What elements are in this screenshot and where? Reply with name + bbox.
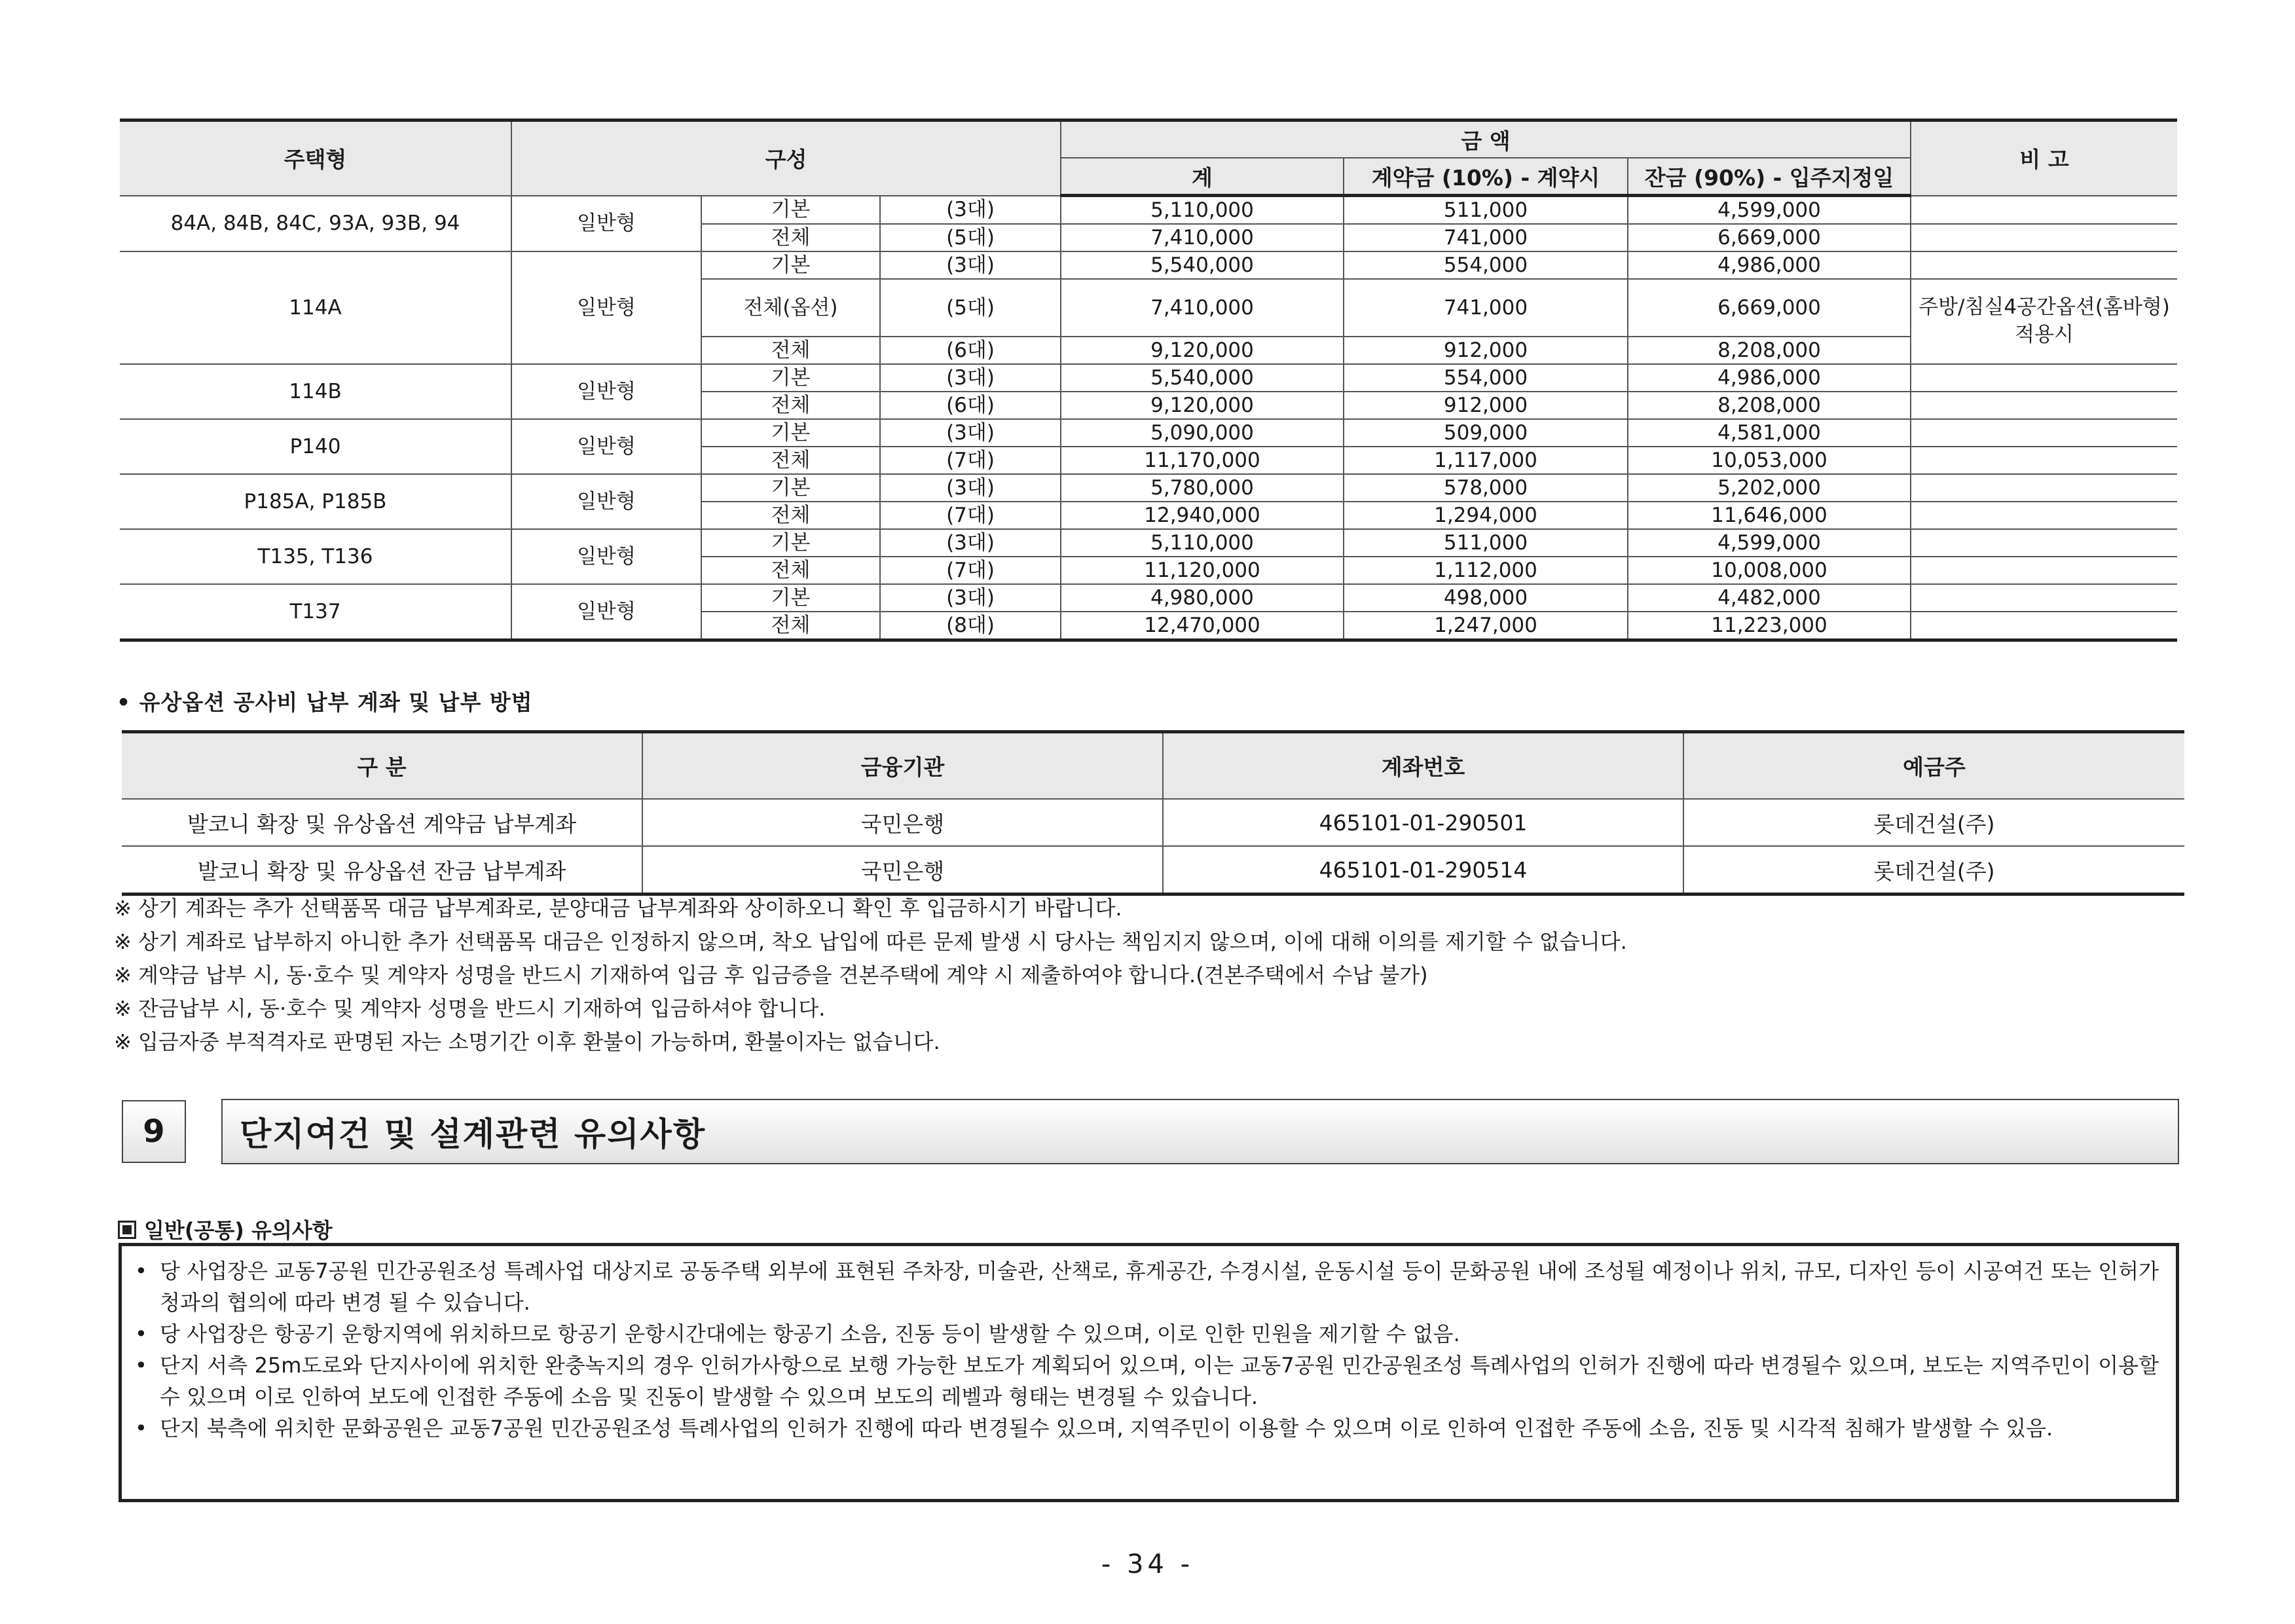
total-cell: 5,780,000: [1061, 474, 1344, 502]
class-cell: 일반형: [511, 419, 701, 474]
unit-type-cell: P140: [120, 419, 511, 474]
balance-cell: 11,223,000: [1628, 612, 1911, 640]
class-cell: 일반형: [511, 251, 701, 364]
note-line: ※ 입금자중 부적격자로 판명된 자는 소명기간 이후 환불이 가능하며, 환불이자는 없습니다.: [114, 1029, 940, 1054]
holder-cell: 롯데건설(주): [1683, 799, 2184, 846]
header-bank: 금융기관: [642, 732, 1163, 800]
account-number-cell: 465101-01-290501: [1163, 799, 1683, 846]
kind-cell: 전체: [701, 224, 880, 251]
balance-cell: 4,986,000: [1628, 251, 1911, 279]
payment-notes: [114, 892, 1627, 1059]
header-holder: 예금주: [1683, 732, 2184, 800]
list-item: [135, 1412, 2159, 1444]
bullet-icon: •: [135, 1416, 147, 1441]
kind-cell: 전체: [701, 337, 880, 364]
list-item-text: 단지 서측 25m도로와 단지사이에 위치한 완충녹지의 경우 인허가사항으로 보행 가능한 보도가 계획되어 있으며, 이는 교동7공원 민간공원조성 특례사업의 인허가 진행에 따라 변경될수 있으며, 보도는 지역주민이 이용할 수 있으며 이로 인하여 보도에 인접한 주동에 소음 및 진동이 발생할 수 있으며 보도의 레벨과 형태는 변경될 수 있습니다.: [160, 1353, 2159, 1409]
count-cell: (3대): [880, 196, 1061, 225]
count-cell: (3대): [880, 251, 1061, 279]
kind-cell: 전체: [701, 502, 880, 529]
note-line: ※ 상기 계좌로 납부하지 아니한 추가 선택품목 대금은 인정하지 않으며, 착오 납입에 따른 문제 발생 시 당사는 책임지지 않으며, 이에 대해 이의를 제기할 수 없습니다.: [114, 929, 1627, 954]
kind-cell: 전체: [701, 447, 880, 474]
count-cell: (3대): [880, 419, 1061, 447]
list-item-text: 단지 북측에 위치한 문화공원은 교동7공원 민간공원조성 특례사업의 인허가 진행에 따라 변경될수 있으며, 지역주민이 이용할 수 있으며 이로 인하여 인접한 주동에 소음, 진동 및 시각적 침해가 발생할 수 있음.: [160, 1416, 2053, 1441]
header-balance: 잔금 (90%) - 입주지정일: [1628, 158, 1911, 196]
deposit-cell: 1,112,000: [1344, 557, 1628, 584]
total-cell: 7,410,000: [1061, 224, 1344, 251]
deposit-cell: 578,000: [1344, 474, 1628, 502]
class-cell: 일반형: [511, 474, 701, 529]
kind-cell: 기본: [701, 196, 880, 225]
bullet-icon: •: [135, 1321, 147, 1346]
unit-type-cell: 84A, 84B, 84C, 93A, 93B, 94: [120, 196, 511, 252]
general-notes-heading: [118, 1214, 333, 1244]
deposit-cell: 1,117,000: [1344, 447, 1628, 474]
count-cell: (7대): [880, 447, 1061, 474]
section-number: 9: [122, 1100, 186, 1163]
note-line: ※ 상기 계좌는 추가 선택품목 대금 납부계좌로, 분양대금 납부계좌와 상이하오니 확인 후 입금하시기 바랍니다.: [114, 896, 1122, 921]
kind-cell: 전체: [701, 392, 880, 419]
deposit-cell: 912,000: [1344, 337, 1628, 364]
kind-cell: 기본: [701, 584, 880, 612]
total-cell: 5,110,000: [1061, 196, 1344, 225]
count-cell: (3대): [880, 529, 1061, 557]
count-cell: (3대): [880, 474, 1061, 502]
list-item: [135, 1318, 2159, 1350]
remark-cell: [1911, 196, 2177, 225]
holder-cell: 롯데건설(주): [1683, 846, 2184, 895]
total-cell: 5,540,000: [1061, 251, 1344, 279]
option-price-table: [120, 119, 2177, 642]
bank-cell: 국민은행: [642, 846, 1163, 895]
count-cell: (7대): [880, 557, 1061, 584]
table-row: [122, 799, 2184, 846]
list-item-text: 당 사업장은 항공기 운항지역에 위치하므로 항공기 운항시간대에는 항공기 소음, 진동 등이 발생할 수 있으며, 이로 인한 민원을 제기할 수 없음.: [160, 1321, 1460, 1346]
total-cell: 12,940,000: [1061, 502, 1344, 529]
remark-cell: [1911, 447, 2177, 474]
unit-type-cell: T135, T136: [120, 529, 511, 584]
list-item: [135, 1350, 2159, 1412]
unit-type-cell: T137: [120, 584, 511, 640]
category-cell: 발코니 확장 및 유상옵션 계약금 납부계좌: [122, 799, 642, 846]
table-row: [120, 251, 2177, 279]
balance-cell: 11,646,000: [1628, 502, 1911, 529]
total-cell: 5,110,000: [1061, 529, 1344, 557]
remark-cell: [1911, 502, 2177, 529]
balance-cell: 5,202,000: [1628, 474, 1911, 502]
balance-cell: 4,599,000: [1628, 529, 1911, 557]
table-row: [122, 846, 2184, 895]
kind-cell: 기본: [701, 251, 880, 279]
total-cell: 4,980,000: [1061, 584, 1344, 612]
kind-cell: 기본: [701, 529, 880, 557]
remark-cell: 주방/침실4공간옵션(홈바형) 적용시: [1911, 279, 2177, 364]
deposit-cell: 912,000: [1344, 392, 1628, 419]
table-row: [120, 584, 2177, 612]
total-cell: 12,470,000: [1061, 612, 1344, 640]
class-cell: 일반형: [511, 196, 701, 252]
header-deposit: 계약금 (10%) - 계약시: [1344, 158, 1628, 196]
table-row: [120, 529, 2177, 557]
header-account: 계좌번호: [1163, 732, 1683, 800]
account-number-cell: 465101-01-290514: [1163, 846, 1683, 895]
deposit-cell: 741,000: [1344, 279, 1628, 337]
class-cell: 일반형: [511, 364, 701, 419]
list-item: [135, 1255, 2159, 1318]
count-cell: (3대): [880, 364, 1061, 392]
count-cell: (6대): [880, 337, 1061, 364]
balance-cell: 10,008,000: [1628, 557, 1911, 584]
balance-cell: 4,581,000: [1628, 419, 1911, 447]
table-row: [120, 364, 2177, 392]
deposit-cell: 498,000: [1344, 584, 1628, 612]
kind-cell: 전체(옵션): [701, 279, 880, 337]
count-cell: (5대): [880, 279, 1061, 337]
header-amount: 금 액: [1061, 120, 1911, 158]
header-composition: 구성: [511, 120, 1061, 196]
balance-cell: 6,669,000: [1628, 279, 1911, 337]
payment-account-table: [122, 730, 2184, 896]
header-category: 구 분: [122, 732, 642, 800]
section-title-bar: [221, 1099, 2179, 1164]
header-remark: 비 고: [1911, 120, 2177, 196]
deposit-cell: 1,294,000: [1344, 502, 1628, 529]
count-cell: (5대): [880, 224, 1061, 251]
square-bullet-icon: [118, 1221, 136, 1239]
balance-cell: 8,208,000: [1628, 392, 1911, 419]
kind-cell: 전체: [701, 557, 880, 584]
payment-heading: • 유상옵션 공사비 납부 계좌 및 납부 방법: [117, 690, 533, 715]
count-cell: (6대): [880, 392, 1061, 419]
balance-cell: 4,482,000: [1628, 584, 1911, 612]
class-cell: 일반형: [511, 529, 701, 584]
general-notes-box: [119, 1243, 2179, 1502]
total-cell: 9,120,000: [1061, 392, 1344, 419]
unit-type-cell: 114B: [120, 364, 511, 419]
total-cell: 9,120,000: [1061, 337, 1344, 364]
remark-cell: [1911, 584, 2177, 612]
bank-cell: 국민은행: [642, 799, 1163, 846]
deposit-cell: 509,000: [1344, 419, 1628, 447]
deposit-cell: 511,000: [1344, 529, 1628, 557]
deposit-cell: 1,247,000: [1344, 612, 1628, 640]
remark-cell: [1911, 224, 2177, 251]
total-cell: 11,120,000: [1061, 557, 1344, 584]
list-item-text: 당 사업장은 교동7공원 민간공원조성 특례사업 대상지로 공동주택 외부에 표현된 주차장, 미술관, 산책로, 휴게공간, 수경시설, 운동시설 등이 문화공원 내에 조성될 예정이나 위치, 규모, 디자인 등이 시공여건 또는 인허가청과의 협의에 따라 변경 될 수 있습니다.: [160, 1259, 2159, 1315]
deposit-cell: 554,000: [1344, 251, 1628, 279]
table-row: [120, 419, 2177, 447]
page-number: - 34 -: [1101, 1549, 1194, 1579]
balance-cell: 4,599,000: [1628, 196, 1911, 225]
general-notes-heading-text: 일반(공통) 유의사항: [144, 1218, 333, 1243]
header-type: 주택형: [120, 120, 511, 196]
remark-cell: [1911, 529, 2177, 557]
balance-cell: 4,986,000: [1628, 364, 1911, 392]
remark-cell: [1911, 612, 2177, 640]
table-row: [120, 196, 2177, 225]
total-cell: 5,090,000: [1061, 419, 1344, 447]
total-cell: 7,410,000: [1061, 279, 1344, 337]
count-cell: (3대): [880, 584, 1061, 612]
kind-cell: 기본: [701, 474, 880, 502]
bullet-icon: •: [135, 1259, 147, 1283]
unit-type-cell: P185A, P185B: [120, 474, 511, 529]
count-cell: (7대): [880, 502, 1061, 529]
balance-cell: 10,053,000: [1628, 447, 1911, 474]
header-total: 계: [1061, 158, 1344, 196]
total-cell: 5,540,000: [1061, 364, 1344, 392]
count-cell: (8대): [880, 612, 1061, 640]
total-cell: 11,170,000: [1061, 447, 1344, 474]
remark-cell: [1911, 251, 2177, 279]
class-cell: 일반형: [511, 584, 701, 640]
balance-cell: 6,669,000: [1628, 224, 1911, 251]
bullet-icon: •: [135, 1353, 147, 1378]
deposit-cell: 554,000: [1344, 364, 1628, 392]
unit-type-cell: 114A: [120, 251, 511, 364]
note-line: ※ 잔금납부 시, 동·호수 및 계약자 성명을 반드시 기재하여 입금하셔야 합니다.: [114, 996, 826, 1021]
balance-cell: 8,208,000: [1628, 337, 1911, 364]
remark-cell: [1911, 557, 2177, 584]
kind-cell: 전체: [701, 612, 880, 640]
deposit-cell: 741,000: [1344, 224, 1628, 251]
remark-cell: [1911, 474, 2177, 502]
kind-cell: 기본: [701, 364, 880, 392]
deposit-cell: 511,000: [1344, 196, 1628, 225]
section-title: 단지여건 및 설계관련 유의사항: [240, 1115, 707, 1153]
remark-cell: [1911, 419, 2177, 447]
remark-cell: [1911, 364, 2177, 392]
remark-cell: [1911, 392, 2177, 419]
table-row: [120, 474, 2177, 502]
note-line: ※ 계약금 납부 시, 동·호수 및 계약자 성명을 반드시 기재하여 입금 후 입금증을 견본주택에 계약 시 제출하여야 합니다.(견본주택에서 수납 불가): [114, 963, 1428, 987]
kind-cell: 기본: [701, 419, 880, 447]
category-cell: 발코니 확장 및 유상옵션 잔금 납부계좌: [122, 846, 642, 895]
